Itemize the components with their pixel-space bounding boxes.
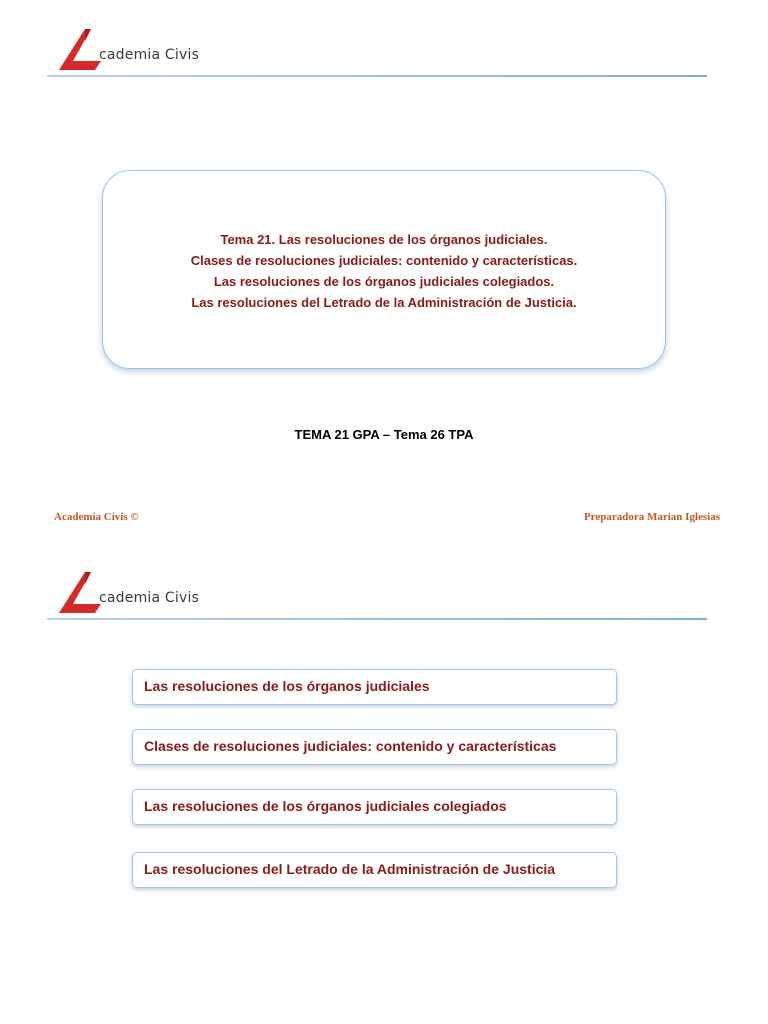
academia-civis-logo <box>55 23 205 73</box>
footer-right: Preparadora Marian Iglesias <box>583 511 720 523</box>
subtitle: TEMA 21 GPA – Tema 26 TPA <box>294 427 474 442</box>
title-line: Tema 21. Las resoluciones de los órganos judiciales. <box>220 232 548 247</box>
logo-mark-icon <box>55 566 103 616</box>
title-line: Las resoluciones del Letrado de la Administración de Justicia. <box>191 295 577 310</box>
title-box <box>102 170 666 369</box>
header-rule <box>47 75 707 77</box>
title-line: Clases de resoluciones judiciales: contenido y características. <box>190 253 578 268</box>
header-rule <box>47 618 707 620</box>
logo-mark-icon <box>55 23 103 73</box>
logo-text: cademia Civis <box>99 590 200 606</box>
topic-box: Las resoluciones de los órganos judiciales <box>132 669 617 705</box>
topic-box: Las resoluciones del Letrado de la Administración de Justicia <box>132 852 617 888</box>
academia-civis-logo <box>55 566 205 616</box>
title-line: Las resoluciones de los órganos judiciales colegiados. <box>213 274 555 289</box>
topic-box: Clases de resoluciones judiciales: contenido y características <box>132 729 617 765</box>
topic-box: Las resoluciones de los órganos judiciales colegiados <box>132 789 617 825</box>
logo-text: cademia Civis <box>99 47 200 63</box>
footer-left: Academia Civis © <box>54 511 139 523</box>
